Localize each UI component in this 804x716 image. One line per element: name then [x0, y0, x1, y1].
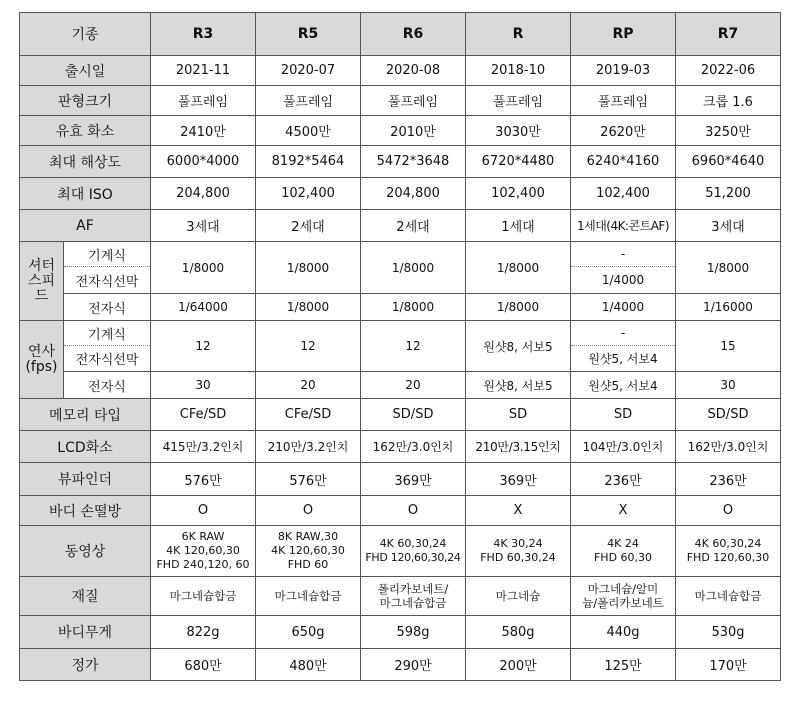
row-pixels: [20, 116, 781, 146]
cell: 12: [151, 321, 256, 372]
row-label: 재질: [20, 577, 151, 616]
cell: 15: [676, 321, 781, 372]
cell: 1세대(4K:콘트AF): [571, 210, 676, 242]
cell: 2세대: [361, 210, 466, 242]
video-line: FHD 120,60,30: [686, 551, 770, 564]
row-memory: [20, 399, 781, 431]
cell: 170만: [676, 649, 781, 681]
burst-efcs-label: 전자식선막: [64, 346, 151, 372]
cell: 5472*3648: [361, 146, 466, 178]
cell: 풀프레임: [151, 86, 256, 116]
cell: 4500만: [256, 116, 361, 146]
row-label: 메모리 타입: [20, 399, 151, 431]
row-af: [20, 210, 781, 242]
row-label: 출시일: [20, 56, 151, 86]
material-line: 늄/폴리카보네트: [582, 596, 664, 610]
cell: CFe/SD: [256, 399, 361, 431]
video-line: FHD 120,60,30,24: [365, 551, 461, 564]
cell: 290만: [361, 649, 466, 681]
shutter-mech-label: 기계식: [64, 242, 151, 267]
material-line: 마그네슘합금: [274, 589, 342, 603]
shutter-label-line: 스피: [27, 272, 56, 289]
cell: 8192*5464: [256, 146, 361, 178]
cell: [466, 577, 571, 616]
video-line: 4K 30,24: [493, 537, 543, 550]
cell: [571, 577, 676, 616]
shutter-elec-label: 전자식: [64, 294, 151, 321]
cell: 2019-03: [571, 56, 676, 86]
row-sensor: [20, 86, 781, 116]
video-line: 6K RAW: [181, 530, 225, 543]
row-label: 바디 손떨방: [20, 496, 151, 526]
cell: [361, 577, 466, 616]
video-line: 4K 60,30,24: [379, 537, 447, 550]
cell: 415만/3.2인치: [151, 431, 256, 463]
row-label: 최대 해상도: [20, 146, 151, 178]
video-line: FHD 240,120, 60: [156, 558, 250, 571]
cell: O: [151, 496, 256, 526]
cell: 576만: [256, 463, 361, 496]
cell: 1/8000: [151, 242, 256, 294]
cell: 1/8000: [466, 242, 571, 294]
cell: 1/16000: [676, 294, 781, 321]
cell: O: [256, 496, 361, 526]
cell: 576만: [151, 463, 256, 496]
cell: 12: [256, 321, 361, 372]
material-line: 폴리카보네트/: [377, 582, 449, 596]
cell: 2410만: [151, 116, 256, 146]
cell: 162만/3.0인치: [361, 431, 466, 463]
cell: CFe/SD: [151, 399, 256, 431]
cell: 102,400: [256, 178, 361, 210]
row-iso: [20, 178, 781, 210]
cell: 6240*4160: [571, 146, 676, 178]
burst-elec-label: 전자식: [64, 372, 151, 399]
cell: 650g: [256, 616, 361, 649]
header-label: 기종: [20, 13, 151, 56]
cell: 12: [361, 321, 466, 372]
row-burst-elec: [20, 372, 781, 399]
model-r5: R5: [256, 13, 361, 56]
cell: 1/8000: [361, 242, 466, 294]
cell: 1/8000: [361, 294, 466, 321]
cell: 원샷5, 서보4: [571, 346, 676, 372]
cell: 20: [361, 372, 466, 399]
cell: 204,800: [361, 178, 466, 210]
cell: 1/8000: [256, 294, 361, 321]
model-r6: R6: [361, 13, 466, 56]
cell: 480만: [256, 649, 361, 681]
cell: 크롭 1.6: [676, 86, 781, 116]
video-line: 4K 60,30,24: [694, 537, 762, 550]
cell: 236만: [571, 463, 676, 496]
video-line: 4K 24: [607, 537, 639, 550]
cell: [676, 526, 781, 577]
cell: 1/8000: [676, 242, 781, 294]
cell: 2021-11: [151, 56, 256, 86]
cell: [256, 577, 361, 616]
shutter-efcs-label: 전자식선막: [64, 267, 151, 294]
cell: 풀프레임: [571, 86, 676, 116]
cell: 598g: [361, 616, 466, 649]
video-line: FHD 60,30,24: [480, 551, 556, 564]
cell: [466, 526, 571, 577]
cell: 210만/3.15인치: [466, 431, 571, 463]
cell: 2020-08: [361, 56, 466, 86]
cell: 580g: [466, 616, 571, 649]
cell: 2022-06: [676, 56, 781, 86]
row-label: AF: [20, 210, 151, 242]
cell: 풀프레임: [466, 86, 571, 116]
cell: 30: [676, 372, 781, 399]
cell: 680만: [151, 649, 256, 681]
shutter-group-label: [20, 242, 64, 321]
cell: 2010만: [361, 116, 466, 146]
model-r3: R3: [151, 13, 256, 56]
cell: [256, 526, 361, 577]
cell: 원샷8, 서보5: [466, 372, 571, 399]
cell: 440g: [571, 616, 676, 649]
video-line: 8K RAW,30: [277, 530, 339, 543]
cell: 236만: [676, 463, 781, 496]
row-label: 최대 ISO: [20, 178, 151, 210]
cell: 1/8000: [466, 294, 571, 321]
cell: 풀프레임: [361, 86, 466, 116]
cell: 822g: [151, 616, 256, 649]
row-weight: [20, 616, 781, 649]
header-row: [20, 13, 781, 56]
row-label: LCD화소: [20, 431, 151, 463]
cell: 2620만: [571, 116, 676, 146]
row-shutter-mech: [20, 242, 781, 267]
cell: 530g: [676, 616, 781, 649]
cell: 30: [151, 372, 256, 399]
cell: 369만: [466, 463, 571, 496]
model-r7: R7: [676, 13, 781, 56]
cell: 1/4000: [571, 267, 676, 294]
row-shutter-elec: [20, 294, 781, 321]
row-evf: [20, 463, 781, 496]
material-line: 마그네슘: [495, 589, 541, 603]
cell: 6720*4480: [466, 146, 571, 178]
cell: [676, 577, 781, 616]
cell: 210만/3.2인치: [256, 431, 361, 463]
cell: X: [466, 496, 571, 526]
cell: 204,800: [151, 178, 256, 210]
burst-label-line: (fps): [25, 358, 58, 375]
shutter-label-line: 드: [34, 287, 49, 304]
cell: 6000*4000: [151, 146, 256, 178]
video-line: 4K 120,60,30: [166, 544, 240, 557]
row-ibis: [20, 496, 781, 526]
cell: 3세대: [676, 210, 781, 242]
row-material: [20, 577, 781, 616]
row-release: [20, 56, 781, 86]
cell: 51,200: [676, 178, 781, 210]
row-label: 정가: [20, 649, 151, 681]
material-line: 마그네슘/알미: [587, 582, 659, 596]
cell: 원샷5, 서보4: [571, 372, 676, 399]
model-r: R: [466, 13, 571, 56]
burst-mech-label: 기계식: [64, 321, 151, 346]
row-video: [20, 526, 781, 577]
video-line: FHD 60: [287, 558, 329, 571]
cell: SD/SD: [676, 399, 781, 431]
cell: -: [571, 321, 676, 346]
shutter-label-line: 셔터: [27, 257, 56, 274]
row-resolution: [20, 146, 781, 178]
cell: O: [676, 496, 781, 526]
cell: 풀프레임: [256, 86, 361, 116]
cell: 102,400: [571, 178, 676, 210]
row-label: 뷰파인더: [20, 463, 151, 496]
video-line: 4K 120,60,30: [271, 544, 345, 557]
cell: 1세대: [466, 210, 571, 242]
cell: 1/4000: [571, 294, 676, 321]
cell: X: [571, 496, 676, 526]
material-line: 마그네슘합금: [379, 596, 447, 610]
cell: 3250만: [676, 116, 781, 146]
row-lcd: [20, 431, 781, 463]
cell: [361, 526, 466, 577]
row-price: [20, 649, 781, 681]
spec-comparison-table: [19, 12, 781, 681]
row-burst-mech: [20, 321, 781, 346]
cell: [151, 577, 256, 616]
cell: 2세대: [256, 210, 361, 242]
row-label: 유효 화소: [20, 116, 151, 146]
cell: 3030만: [466, 116, 571, 146]
burst-label-line: 연사: [27, 343, 56, 360]
cell: 200만: [466, 649, 571, 681]
cell: SD/SD: [361, 399, 466, 431]
cell: 1/8000: [256, 242, 361, 294]
cell: -: [571, 242, 676, 267]
cell: 6960*4640: [676, 146, 781, 178]
cell: 2018-10: [466, 56, 571, 86]
cell: SD: [466, 399, 571, 431]
cell: O: [361, 496, 466, 526]
material-line: 마그네슘합금: [694, 589, 762, 603]
model-rp: RP: [571, 13, 676, 56]
cell: SD: [571, 399, 676, 431]
row-label: 동영상: [20, 526, 151, 577]
cell: [151, 526, 256, 577]
cell: 162만/3.0인치: [676, 431, 781, 463]
cell: 369만: [361, 463, 466, 496]
row-label: 판형크기: [20, 86, 151, 116]
material-line: 마그네슘합금: [169, 589, 237, 603]
cell: 125만: [571, 649, 676, 681]
cell: 1/64000: [151, 294, 256, 321]
cell: [571, 526, 676, 577]
row-label: 바디무게: [20, 616, 151, 649]
cell: 2020-07: [256, 56, 361, 86]
cell: 104만/3.0인치: [571, 431, 676, 463]
cell: 원샷8, 서보5: [466, 321, 571, 372]
burst-group-label: [20, 321, 64, 399]
cell: 20: [256, 372, 361, 399]
video-line: FHD 60,30: [593, 551, 653, 564]
cell: 3세대: [151, 210, 256, 242]
cell: 102,400: [466, 178, 571, 210]
